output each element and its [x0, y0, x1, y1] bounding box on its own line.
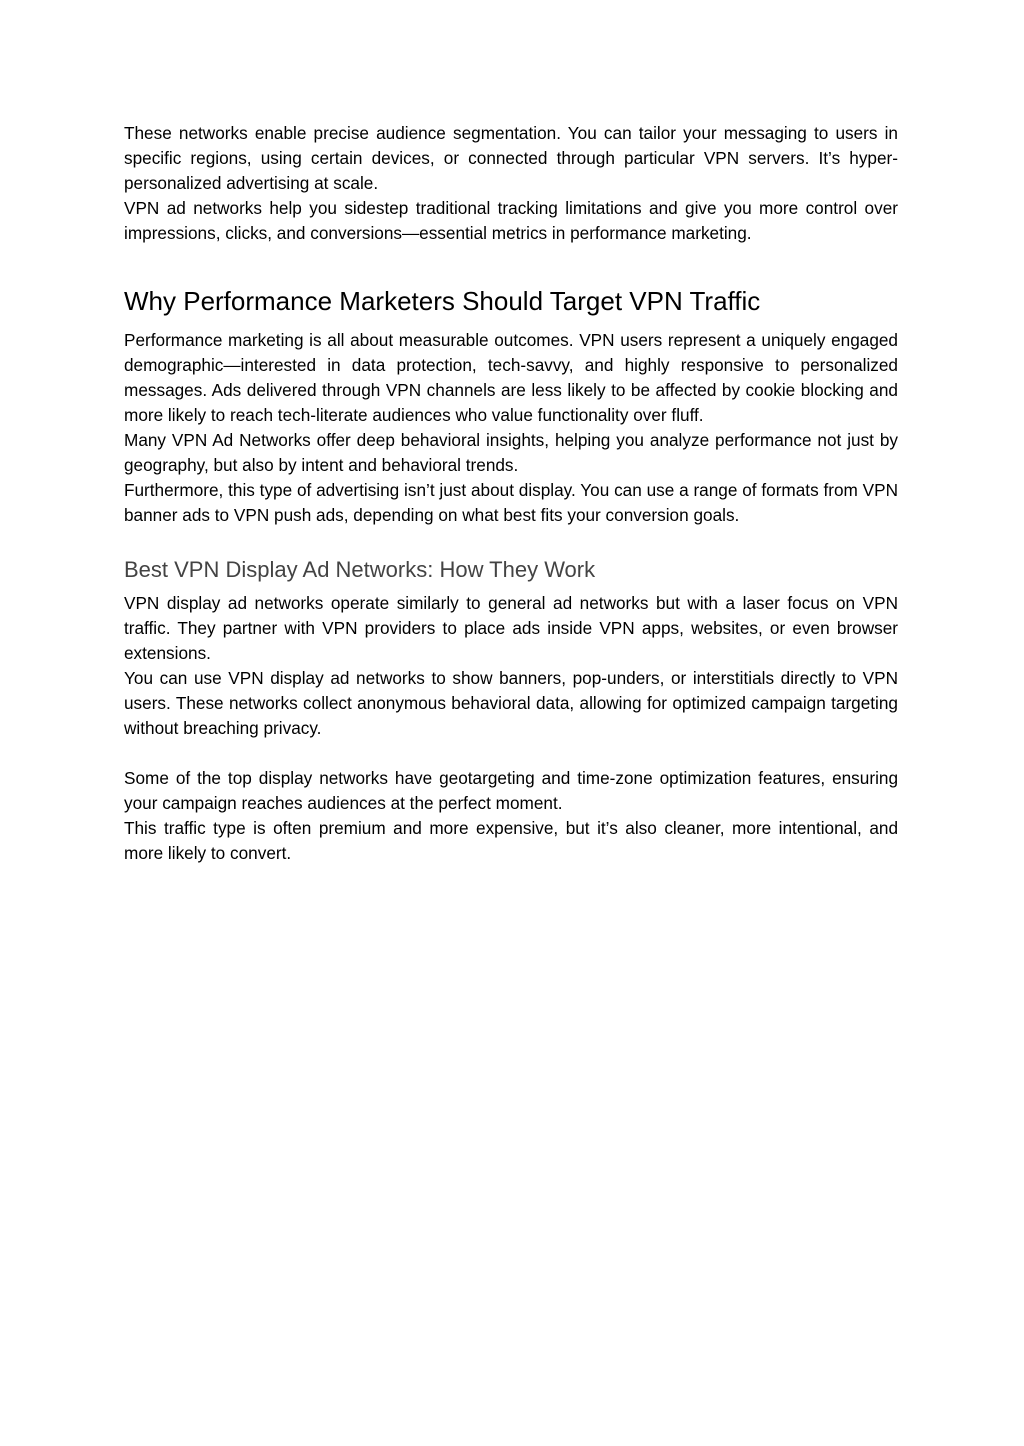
best-paragraph-2: You can use VPN display ad networks to show banners, pop-unders, or interstitials directly to VPN users. These networks collect anonymous behavioral data, allowing for optimized campaign targeting without breaching privacy.	[124, 668, 898, 738]
why-paragraph-2: Many VPN Ad Networks offer deep behavioral insights, helping you analyze performance not just by geography, but also by intent and behavioral trends.	[124, 430, 898, 475]
intro-paragraph-2: VPN ad networks help you sidestep traditional tracking limitations and give you more control over impressions, clicks, and conversions—essential metrics in performance marketing.	[124, 198, 898, 243]
best-paragraph-1: VPN display ad networks operate similarly to general ad networks but with a laser focus on VPN traffic. They partner with VPN providers to place ads inside VPN apps, websites, or even browser extensions.	[124, 593, 898, 663]
best-paragraph-4: This traffic type is often premium and more expensive, but it’s also cleaner, more intentional, and more likely to convert.	[124, 818, 898, 863]
why-paragraph-3: Furthermore, this type of advertising isn’t just about display. You can use a range of formats from VPN banner ads to VPN push ads, depending on what best fits your conversion goals.	[124, 480, 898, 525]
intro-section	[124, 121, 898, 246]
why-paragraph-1: Performance marketing is all about measurable outcomes. VPN users represent a uniquely engaged demographic—interested in data protection, tech-savvy, and highly responsive to personalized messages. Ads delivered through VPN channels are less likely to be affected by cookie blocking and more likely to reach tech-literate audiences who value functionality over fluff.	[124, 330, 898, 425]
best-section	[124, 555, 898, 866]
best-heading: Best VPN Display Ad Networks: How They Work	[124, 557, 596, 582]
why-section	[124, 284, 898, 528]
document-page	[124, 121, 898, 866]
intro-paragraph-1: These networks enable precise audience segmentation. You can tailor your messaging to users in specific regions, using certain devices, or connected through particular VPN servers. It’s hyper-personalized advertising at scale.	[124, 123, 898, 193]
best-paragraph-3: Some of the top display networks have geotargeting and time-zone optimization features, ensuring your campaign reaches audiences at the perfect moment.	[124, 768, 898, 813]
why-heading: Why Performance Marketers Should Target VPN Traffic	[124, 286, 761, 316]
blank-line	[124, 741, 898, 766]
